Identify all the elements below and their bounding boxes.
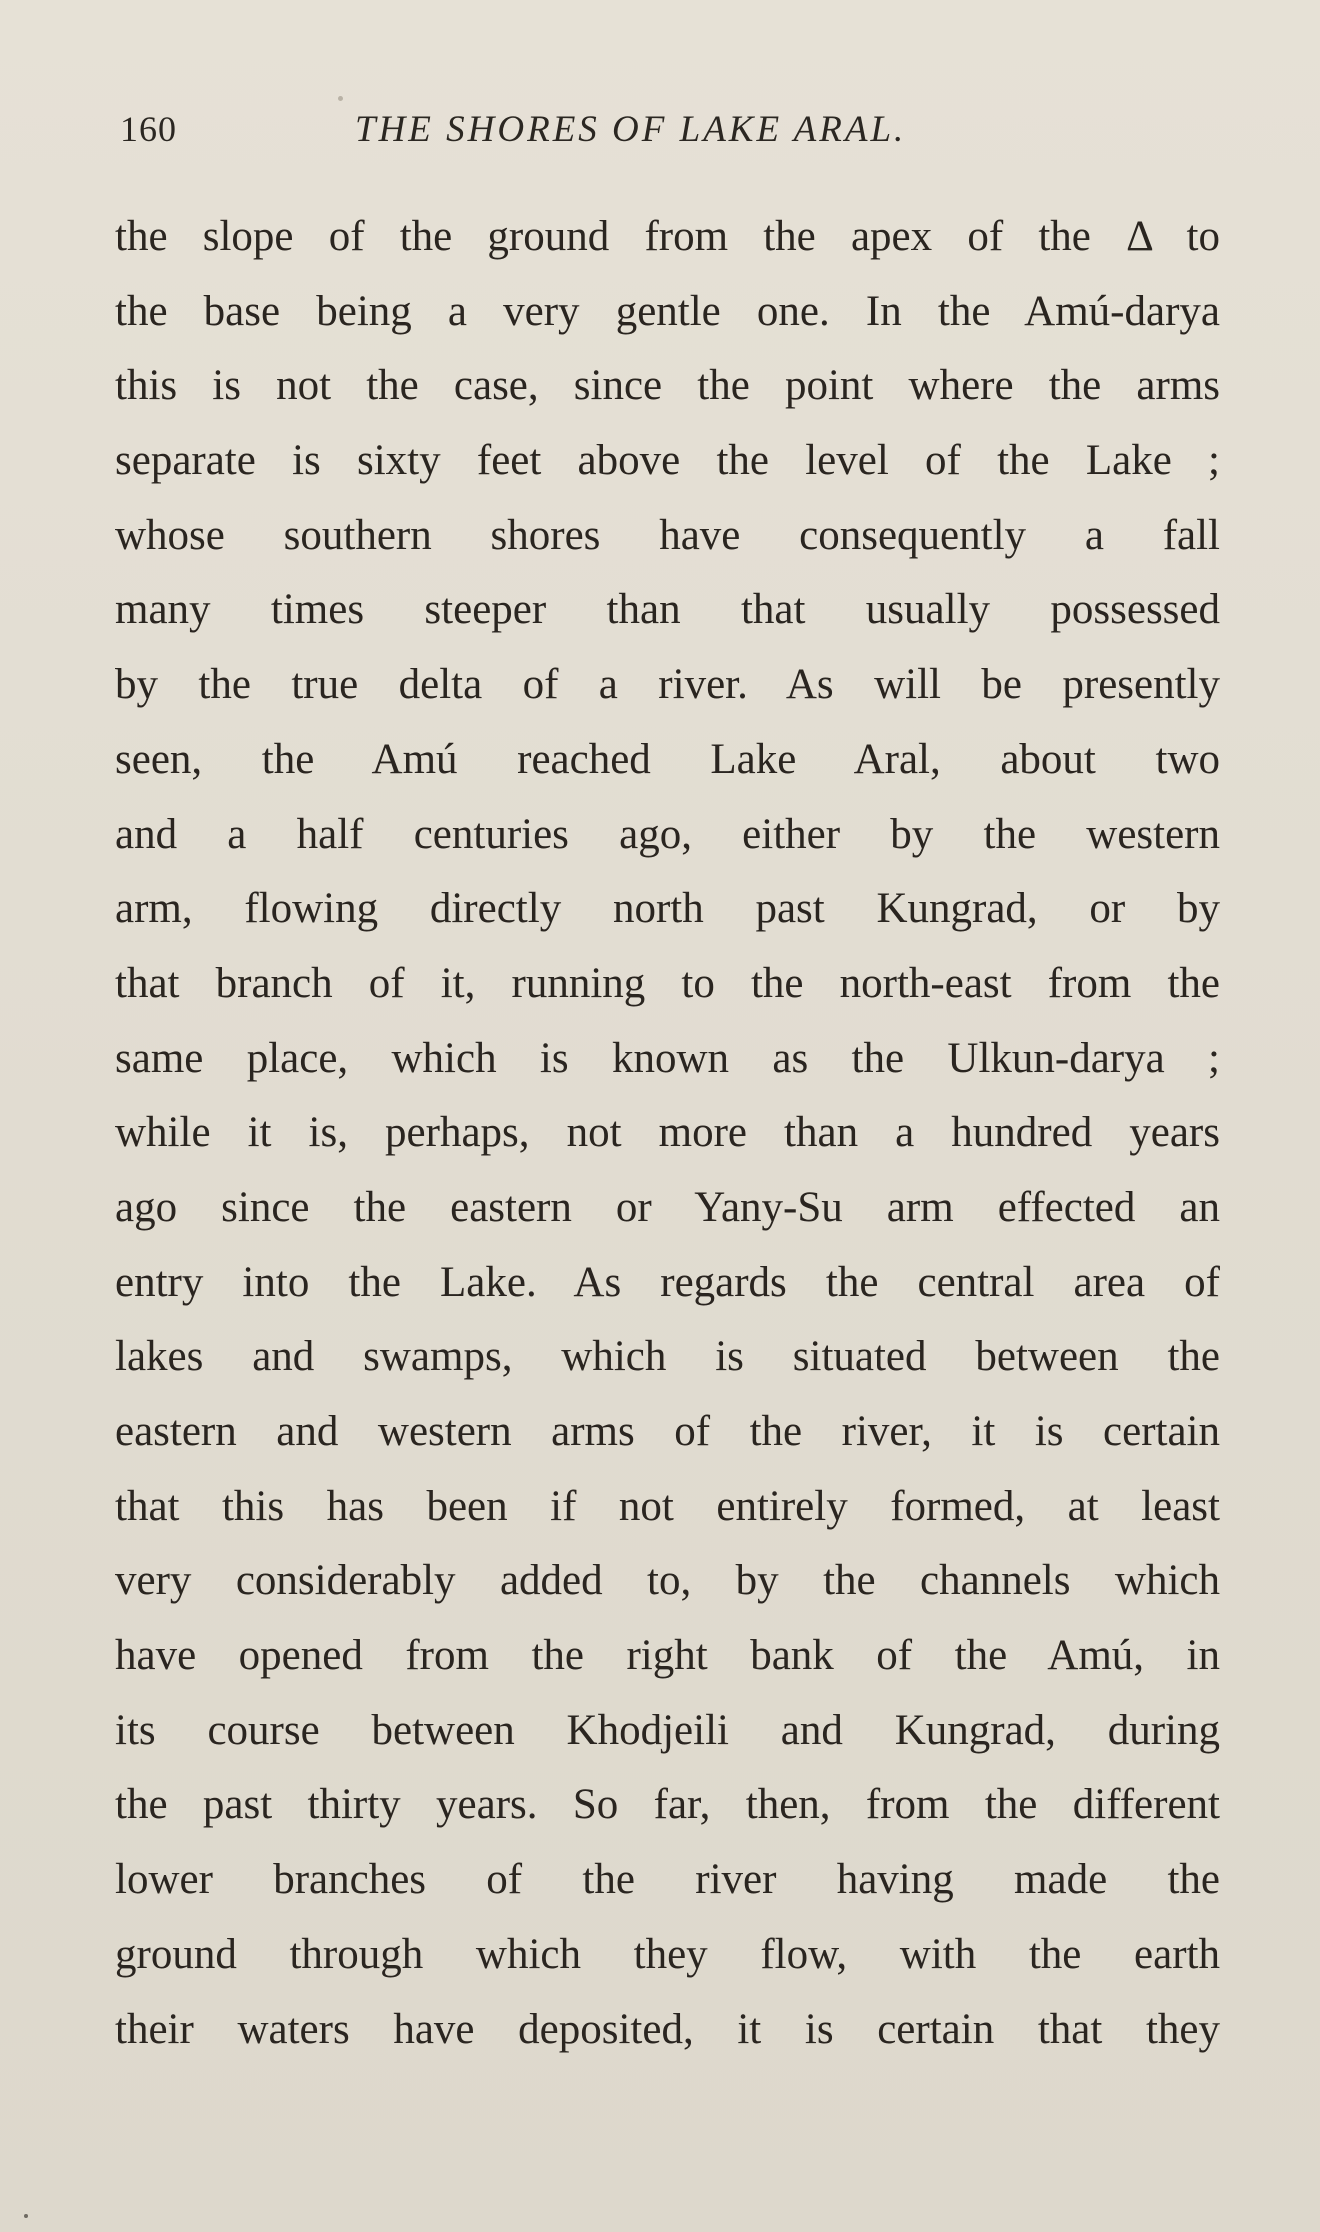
text-line: this is not the case, since the point where the arms bbox=[115, 362, 1220, 410]
text-line: lower branches of the river having made the bbox=[115, 1856, 1220, 1904]
text-line: that this has been if not entirely formed, at least bbox=[115, 1482, 1220, 1530]
text-line: their waters have deposited, it is certain that they bbox=[115, 2005, 1220, 2053]
running-title: THE SHORES OF LAKE ARAL. bbox=[355, 109, 907, 150]
text-line: many times steeper than that usually possessed bbox=[115, 586, 1220, 634]
text-line: the base being a very gentle one. In the Amú-darya bbox=[115, 287, 1220, 335]
page-header bbox=[120, 108, 1220, 168]
text-line: by the true delta of a river. As will be presently bbox=[115, 661, 1220, 709]
text-line: very considerably added to, by the channels which bbox=[115, 1557, 1220, 1605]
text-line: the slope of the ground from the apex of the Δ to bbox=[115, 213, 1220, 260]
text-line: eastern and western arms of the river, it is certain bbox=[115, 1408, 1220, 1455]
text-line: same place, which is known as the Ulkun-darya ; bbox=[115, 1034, 1220, 1082]
text-line: have opened from the right bank of the Amú, in bbox=[115, 1632, 1220, 1680]
text-line: separate is sixty feet above the level of the Lake ; bbox=[115, 437, 1220, 485]
text-line: and a half centuries ago, either by the western bbox=[115, 810, 1220, 858]
body-text bbox=[115, 200, 1220, 2067]
text-line: entry into the Lake. As regards the central area of bbox=[115, 1258, 1220, 1306]
text-line: seen, the Amú reached Lake Aral, about two bbox=[115, 735, 1220, 783]
page-number: 160 bbox=[120, 109, 177, 149]
text-line: the past thirty years. So far, then, from the different bbox=[115, 1781, 1220, 1829]
text-line: ago since the eastern or Yany-Su arm effected an bbox=[115, 1183, 1220, 1231]
text-line: whose southern shores have consequently a fall bbox=[115, 511, 1220, 559]
text-line: ground through which they flow, with the earth bbox=[115, 1930, 1220, 1978]
text-line: its course between Khodjeili and Kungrad, during bbox=[115, 1706, 1220, 1754]
paper-speck bbox=[338, 96, 343, 101]
text-line: arm, flowing directly north past Kungrad, or by bbox=[115, 885, 1220, 933]
paper-speck bbox=[24, 2214, 28, 2218]
text-line: that branch of it, running to the north-east from the bbox=[115, 959, 1220, 1007]
text-line: while it is, perhaps, not more than a hundred years bbox=[115, 1109, 1220, 1157]
text-line: lakes and swamps, which is situated between the bbox=[115, 1333, 1220, 1381]
